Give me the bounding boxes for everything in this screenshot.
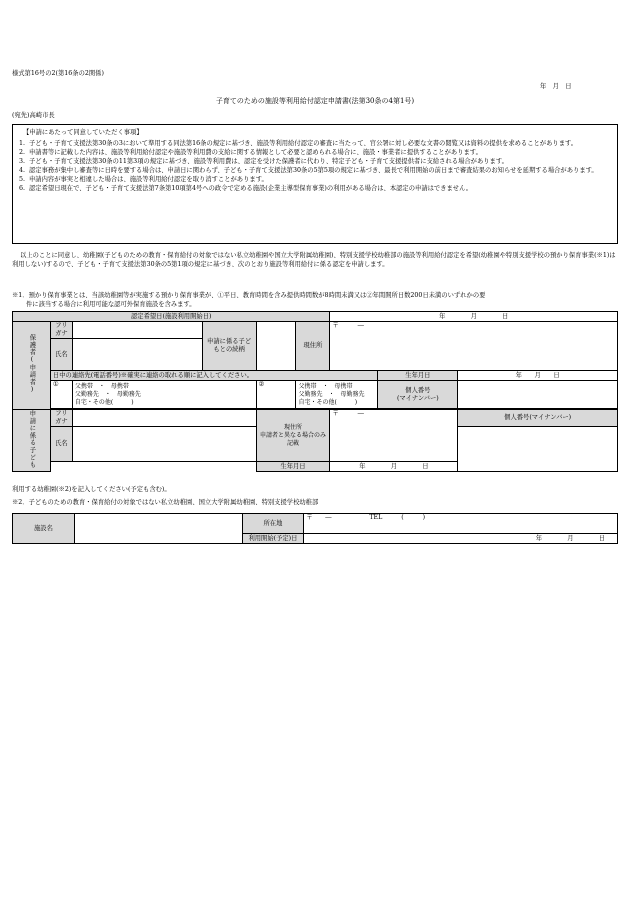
notice-item xyxy=(19,139,611,148)
notice-item-number: 5. xyxy=(19,176,26,183)
notice-item-text: 申請内容が事実と相違した場合は、施設等利用給付認定を取り消すことがあります。 xyxy=(29,176,268,183)
consent-notice-box xyxy=(12,124,618,244)
notice-item-number: 1. xyxy=(19,140,26,147)
notice-item-text: 申請書等に記載した内容は、施設等利用給付認定や施設等利用費の支給に関する情報として必要と認められる場合に、施設・事業者に提供することがあります。 xyxy=(29,149,482,156)
my-number-field[interactable] xyxy=(458,381,618,409)
address-label: 現住所 xyxy=(296,322,330,371)
contact-label: 日中の連絡先(電話番号)※確実に連絡の取れる順に記入してください。 xyxy=(50,371,377,381)
furigana-label: フリガナ xyxy=(50,322,72,339)
desired-date-field[interactable]: 年 月 日 xyxy=(330,312,618,322)
start-date-field[interactable]: 年 月 日 xyxy=(304,534,618,544)
child-my-number-field[interactable] xyxy=(458,427,618,472)
notice-item-number: 2. xyxy=(19,149,26,156)
child-birth-field[interactable]: 年 月 日 xyxy=(330,462,458,472)
start-date-label: 利用開始(予定)日 xyxy=(242,534,304,544)
notice-item xyxy=(19,157,611,166)
birth-label: 生年月日 xyxy=(378,371,458,381)
furigana-field[interactable] xyxy=(72,322,202,339)
relation-label: 申請に係る子どもとの続柄 xyxy=(202,322,256,371)
notice-item xyxy=(19,166,611,175)
name-label: 氏名 xyxy=(50,339,72,371)
facility-name-field[interactable] xyxy=(74,514,242,544)
address-field[interactable]: 〒 ― xyxy=(330,322,618,371)
child-address-field[interactable]: 〒 ― xyxy=(330,410,458,462)
facility-table xyxy=(12,513,618,544)
my-number-label: 個人番号 (マイナンバー) xyxy=(378,381,458,409)
guardian-label: 保護者(申請者) xyxy=(13,322,51,410)
notice-heading: 【申請にあたって同意していただく事項】 xyxy=(23,129,143,136)
applicant-table xyxy=(12,311,618,472)
page-title: 子育てのための施設等利用給付認定申請書(法第30条の4第1号) xyxy=(215,97,415,105)
notice-item xyxy=(19,184,611,193)
consent-paragraph: 以上のことに同意し、幼稚園(子どものための教育・保育給付の対象ではない私立幼稚園や国立大学附属幼稚園)、特別支援学校幼稚部の施設等利用給付認定を希望(幼稚園や特別支援学校の預かり保育事業(※1)は利用しない)するので、子ども・子育て支援法第30条の5第1項の規定に基づき、次のとおり施設等利用給付に係る認定を申請します。 xyxy=(12,252,616,268)
notice-item-number: 6. xyxy=(19,185,26,192)
note-1: ※1．預かり保育事業とは、当該幼稚園等が実施する預かり保育事業が、①平日、教育時間を含み提供時間数が8時間未満又は②年間開所日数200日未満のいずれかの要 件に該当する場合に利用可能な認可外保育施設を含みます。 xyxy=(12,292,486,308)
notice-item xyxy=(19,175,611,184)
date-line: 年 月 日 xyxy=(540,83,572,90)
child-name-field[interactable] xyxy=(72,427,256,462)
notice-list xyxy=(19,139,611,193)
facility-name-label: 施設名 xyxy=(13,514,75,544)
desired-date-label: 認定希望日(施設利用開始日) xyxy=(13,312,330,322)
notice-item-text: 認定事務が集中し審査等に日時を要する場合は、申請日に関わらず、子ども・子育て支援法第30条の5第5項の規定に基づき、最長で利用開始の前日まで審査結果のお知らせを延期する場合があります。 xyxy=(29,167,598,174)
child-furigana-label: フリガナ xyxy=(50,410,72,427)
birth-field[interactable]: 年 月 日 xyxy=(458,371,618,381)
notice-item xyxy=(19,148,611,157)
note-2: ※2．子どものための教育・保育給付の対象ではない私立幼稚園、国立大学附属幼稚園、特別支援学校幼稚部 xyxy=(12,499,319,506)
child-birth-label: 生年月日 xyxy=(256,462,330,472)
notice-item-number: 3. xyxy=(19,158,26,165)
child-address-label: 現住所 申請者と異なる場合のみ記載 xyxy=(256,410,330,462)
contact-2-field[interactable]: ② xyxy=(256,381,296,409)
child-label: 申請に係る子ども xyxy=(13,410,51,472)
addressee: (宛先)高崎市長 xyxy=(12,112,55,119)
name-field[interactable] xyxy=(72,339,202,371)
child-name-label: 氏名 xyxy=(50,427,72,462)
notice-item-text: 子ども・子育て支援法第30条の11第3項の規定に基づき、施設等利用費は、認定を受けた保護者に代わり、特定子ども・子育て支援提供者に支給される場合があります。 xyxy=(29,158,508,165)
contact-1-type[interactable]: 父携帯 ・ 母携帯 父勤務先 ・ 母勤務先 自宅・その他( ) xyxy=(72,381,256,409)
form-id: 様式第16号の2(第16条の2関係) xyxy=(12,70,104,77)
relation-field[interactable] xyxy=(256,322,296,371)
notice-item-text: 子ども・子育て支援法第30条の3において準用する同法第16条の規定に基づき、施設等利用給付認定の審査に当たって、官公署に対し必要な文書の閲覧又は資料の提供を求めることがあります。 xyxy=(29,140,578,147)
location-label: 所在地 xyxy=(242,514,304,534)
child-my-number-label: 個人番号(マイナンバー) xyxy=(458,410,618,427)
notice-item-text: 認定希望日現在で、子ども・子育て支援法第7条第10項第4号への政令で定める施設(企業主導型保育事業)の利用がある場合は、本認定の申請はできません。 xyxy=(29,185,473,192)
contact-1-field[interactable]: ① xyxy=(50,381,72,409)
child-furigana-field[interactable] xyxy=(72,410,256,427)
location-field[interactable]: 〒 ― TEL ( ) xyxy=(304,514,618,534)
contact-2-type[interactable]: 父携帯 ・ 母携帯 父勤務先 ・ 母勤務先 自宅・その他( ) xyxy=(296,381,378,409)
use-note: 利用する幼稚園(※2)を記入してください(予定も含む)。 xyxy=(12,486,171,493)
notice-item-number: 4. xyxy=(19,167,26,174)
